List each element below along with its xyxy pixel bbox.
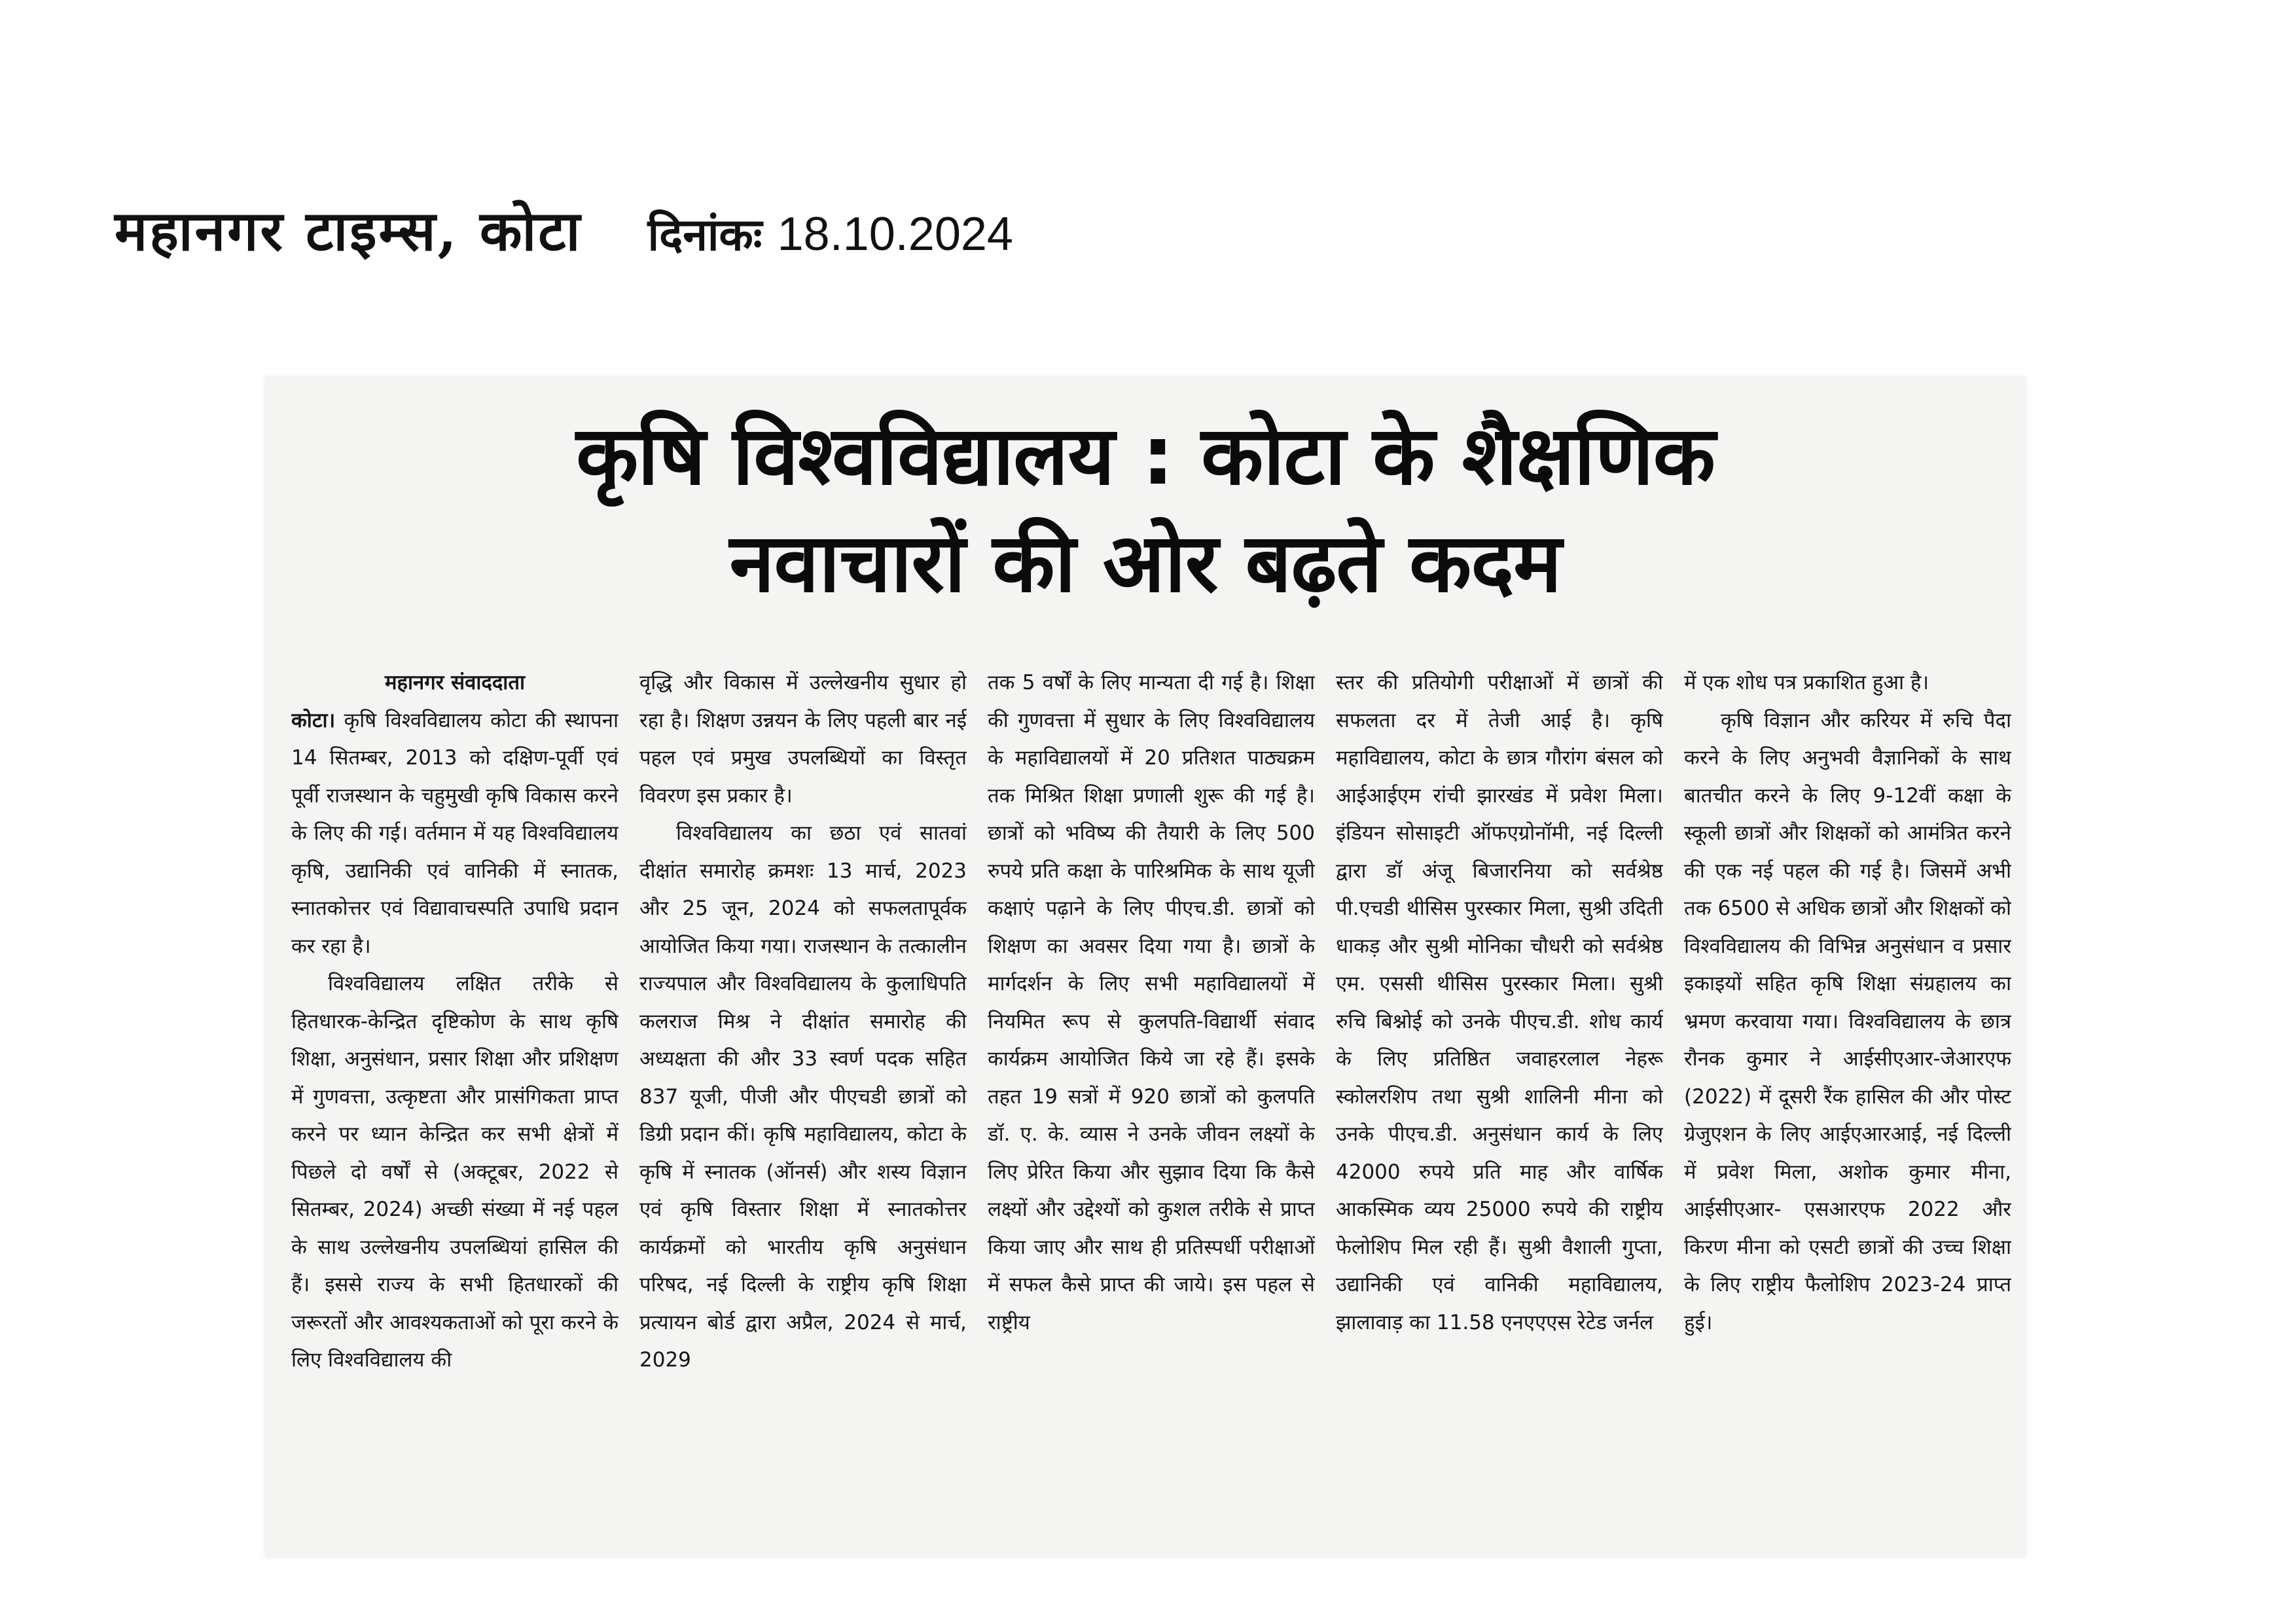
dateline: कोटा। — [291, 708, 336, 732]
column-3 — [988, 664, 1315, 1541]
paragraph — [291, 702, 619, 966]
paragraph: वृद्धि और विकास में उल्लेखनीय सुधार हो रहा है। शिक्षण उन्नयन के लिए पहली बार नई पहल एवं प्रमुख उपलब्धियों का विस्तृत विवरण इस प्रकार है। — [639, 671, 967, 808]
article-headline — [265, 402, 2026, 617]
paragraph: विश्वविद्यालय का छठा एवं सातवां दीक्षांत समारोह क्रमशः 13 मार्च, 2023 और 25 जून, 2024 को सफलतापूर्वक आयोजित किया गया। राजस्थान के तत्कालीन राज्यपाल और विश्वविद्यालय के कुलाधिपति कलराज मिश्र ने दीक्षांत समारोह की अध्यक्षता की और 33 स्वर्ण पदक सहित 837 यूजी, पीजी और पीएचडी छात्रों को डिग्री प्रदान कीं। कृषि महाविद्यालय, कोटा के कृषि में स्नातक (ऑनर्स) और शस्य विज्ञान एवं कृषि विस्तार शिक्षा में स्नातकोत्तर कार्यक्रमों को भारतीय कृषि अनुसंधान परिषद, नई दिल्ली के राष्ट्रीय कृषि शिक्षा प्रत्यायन बोर्ड द्वारा अप्रैल, 2024 से मार्च, 2029 — [639, 821, 967, 1372]
newspaper-clipping — [265, 376, 2026, 1558]
newspaper-name: महानगर टाइम्स, कोटा — [115, 198, 583, 263]
paragraph: में एक शोध पत्र प्रकाशित हुआ है। — [1684, 671, 1929, 694]
paragraph: विश्वविद्यालय लक्षित तरीके से हितधारक-केन्द्रित दृष्टिकोण के साथ कृषि शिक्षा, अनुसंधान, प्रसार शिक्षा और प्रशिक्षण में गुणवत्ता, उत्कृष्टता और प्रासंगिकता प्राप्त करने पर ध्यान केन्द्रित कर सभी क्षेत्रों में पिछले दो वर्षों से (अक्टूबर, 2022 से सितम्बर, 2024) अच्छी संख्या में नई पहल के साथ उल्लेखनीय उपलब्धियां हासिल की हैं। इससे राज्य के सभी हितधारकों की जरूरतों और आवश्यकताओं को पूरा करने के लिए विश्वविद्यालय की — [291, 972, 619, 1372]
headline-line-2: नवाचारों की ओर बढ़ते कदम — [729, 516, 1562, 611]
date-label: दिनांकः — [647, 209, 762, 261]
headline-line-1: कृषि विश्वविद्यालय : कोटा के शैक्षणिक — [576, 409, 1715, 503]
column-5 — [1684, 664, 2011, 1541]
column-2 — [639, 664, 967, 1541]
publication-date: 18.10.2024 — [777, 208, 1013, 260]
column-4 — [1336, 664, 1663, 1541]
byline: महानगर संवाददाता — [384, 671, 526, 694]
paragraph-text: कृषि विश्वविद्यालय कोटा की स्थापना 14 सितम्बर, 2013 को दक्षिण-पूर्वी एवं पूर्वी राजस्थान के चहुमुखी कृषि विकास करने के लिए की गई। वर्तमान में यह विश्वविद्यालय कृषि, उद्यानिकी एवं वानिकी में स्नातक, स्नातकोत्तर एवं विद्यावाचस्पति उपाधि प्रदान कर रहा है। — [291, 708, 619, 958]
source-line — [115, 191, 1013, 266]
paragraph: तक 5 वर्षों के लिए मान्यता दी गई है। शिक्षा की गुणवत्ता में सुधार के लिए विश्वविद्यालय के महाविद्यालयों में 20 प्रतिशत पाठ्यक्रम तक मिश्रित शिक्षा प्रणाली शुरू की गई है। छात्रों को भविष्य की तैयारी के लिए 500 रुपये प्रति कक्षा के पारिश्रमिक के साथ यूजी कक्षाएं पढ़ाने के लिए पीएच.डी. छात्रों को शिक्षण का अवसर दिया गया है। छात्रों के मार्गदर्शन के लिए सभी महाविद्यालयों में नियमित रूप से कुलपति-विद्यार्थी संवाद कार्यक्रम आयोजित किये जा रहे हैं। इसके तहत 19 सत्रों में 920 छात्रों को कुलपति डॉ. ए. के. व्यास ने उनके जीवन लक्ष्यों के लिए प्रेरित किया और सुझाव दिया कि कैसे लक्ष्यों और उद्देश्यों को कुशल तरीके से प्राप्त किया जाए और साथ ही प्रतिस्पर्धी परीक्षाओं में सफल कैसे प्राप्त की जाये। इस पहल से राष्ट्रीय — [988, 671, 1315, 1334]
paragraph: स्तर की प्रतियोगी परीक्षाओं में छात्रों की सफलता दर में तेजी आई है। कृषि महाविद्यालय, कोटा के छात्र गौरांग बंसल को आईआईएम रांची झारखंड में प्रवेश मिला। इंडियन सोसाइटी ऑफएग्रोनॉमी, नई दिल्ली द्वारा डॉ अंजू बिजारनिया को सर्वश्रेष्ठ पी.एचडी थीसिस पुरस्कार मिला, सुश्री उदिती धाकड़ और सुश्री मोनिका चौधरी को सर्वश्रेष्ठ एम. एससी थीसिस पुरस्कार मिला। सुश्री रुचि बिश्नोई को उनके पीएच.डी. शोध कार्य के लिए प्रतिष्ठित जवाहरलाल नेहरू स्कोलरशिप तथा सुश्री शालिनी मीना को उनके पीएच.डी. अनुसंधान कार्य के लिए 42000 रुपये प्रति माह और वार्षिक आकस्मिक व्यय 25000 रुपये की राष्ट्रीय फेलोशिप मिल रही हैं। सुश्री वैशाली गुप्ता, उद्यानिकी एवं वानिकी महाविद्यालय, झालावाड़ का 11.58 एनएएएस रेटेड जर्नल — [1336, 671, 1663, 1334]
article-body — [291, 664, 2019, 1541]
paragraph: कृषि विज्ञान और करियर में रुचि पैदा करने के लिए अनुभवी वैज्ञानिकों के साथ बातचीत करने के लिए 9-12वीं कक्षा के स्कूली छात्रों और शिक्षकों को आमंत्रित करने की एक नई पहल की गई है। जिसमें अभी तक 6500 से अधिक छात्रों और शिक्षकों को विश्वविद्यालय की विभिन्न अनुसंधान व प्रसार इकाइयों सहित कृषि शिक्षा संग्रहालय का भ्रमण करवाया गया। विश्वविद्यालय के छात्र रौनक कुमार ने आईसीएआर-जेआरएफ (2022) में दूसरी रैंक हासिल की और पोस्ट ग्रेजुएशन के लिए आईएआरआई, नई दिल्ली में प्रवेश मिला, अशोक कुमार मीना, आईसीएआर- एसआरएफ 2022 और किरण मीना को एसटी छात्रों की उच्च शिक्षा के लिए राष्ट्रीय फैलोशिप 2023-24 प्राप्त हुई। — [1684, 708, 2011, 1334]
column-1 — [291, 664, 619, 1541]
